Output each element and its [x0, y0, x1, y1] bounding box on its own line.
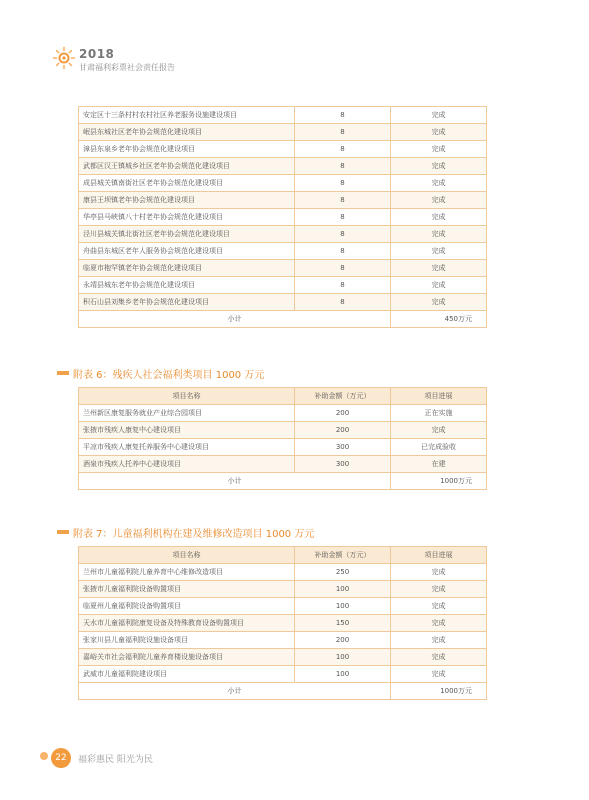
table-row [79, 277, 487, 294]
disability-projects-table [78, 387, 487, 490]
section-marker [57, 371, 69, 375]
subtotal-label: 小计 [79, 683, 391, 700]
table-header-row [79, 388, 487, 405]
project-name-cell: 泾川县城关镇北街社区老年协会规范化建设项目 [79, 226, 295, 243]
elderly-projects-table [78, 106, 487, 328]
table6-title: 附表 6：残疾人社会福利类项目 1000 万元 [73, 370, 265, 381]
progress-cell: 正在实施 [391, 405, 487, 422]
amount-cell: 8 [295, 158, 391, 175]
table-row [79, 158, 487, 175]
project-name-cell: 漳县东泉乡老年协会规范化建设项目 [79, 141, 295, 158]
progress-cell: 完成 [391, 649, 487, 666]
project-name-cell: 积石山县刘集乡老年协会规范化建设项目 [79, 294, 295, 311]
table-row [79, 615, 487, 632]
table-row [79, 226, 487, 243]
table-row [79, 564, 487, 581]
footer-decoration [40, 752, 48, 760]
table-row [79, 649, 487, 666]
page-number: 22 [51, 748, 71, 768]
project-name-cell: 临夏市枹罕镇老年协会规范化建设项目 [79, 260, 295, 277]
project-name-cell: 张掖市残疾人康复中心建设项目 [79, 422, 295, 439]
table-row [79, 405, 487, 422]
table-row [79, 192, 487, 209]
subtotal-value: 1000万元 [391, 473, 487, 490]
progress-cell: 在建 [391, 456, 487, 473]
project-name-cell: 酒泉市残疾人托养中心建设项目 [79, 456, 295, 473]
project-name-cell: 武都区汉王镇城乡社区老年协会规范化建设项目 [79, 158, 295, 175]
amount-cell: 8 [295, 209, 391, 226]
footer-slogan: 福彩惠民 阳光为民 [78, 755, 153, 765]
amount-cell: 100 [295, 598, 391, 615]
sun-logo-icon [52, 46, 76, 70]
progress-cell: 已完成验收 [391, 439, 487, 456]
subtotal-row [79, 683, 487, 700]
progress-cell: 完成 [391, 422, 487, 439]
project-name-cell: 舟曲县东城区老年人服务协会规范化建设项目 [79, 243, 295, 260]
table-row [79, 260, 487, 277]
amount-cell: 8 [295, 124, 391, 141]
project-name-cell: 成县城关镇南街社区老年协会规范化建设项目 [79, 175, 295, 192]
progress-cell: 完成 [391, 564, 487, 581]
project-name-cell: 华亭县马峡镇八十村老年协会规范化建设项目 [79, 209, 295, 226]
amount-cell: 200 [295, 405, 391, 422]
progress-cell: 完成 [391, 260, 487, 277]
table-row [79, 456, 487, 473]
header-amount: 补助金额（万元） [295, 547, 391, 564]
amount-cell: 8 [295, 141, 391, 158]
project-name-cell: 武威市儿童福利院建设项目 [79, 666, 295, 683]
amount-cell: 200 [295, 632, 391, 649]
amount-cell: 300 [295, 439, 391, 456]
subtotal-value: 450万元 [391, 311, 487, 328]
table-row [79, 124, 487, 141]
table-row [79, 632, 487, 649]
header-project-name: 项目名称 [79, 547, 295, 564]
progress-cell: 完成 [391, 158, 487, 175]
amount-cell: 8 [295, 192, 391, 209]
subtotal-label: 小计 [79, 311, 391, 328]
header-amount: 补助金额（万元） [295, 388, 391, 405]
section-marker [57, 530, 69, 534]
table-row [79, 209, 487, 226]
header-project-name: 项目名称 [79, 388, 295, 405]
report-year: 2018 [79, 47, 115, 61]
project-name-cell: 平凉市残疾人康复托养服务中心建设项目 [79, 439, 295, 456]
progress-cell: 完成 [391, 615, 487, 632]
amount-cell: 8 [295, 277, 391, 294]
report-title: 甘肃福利彩票社会责任报告 [79, 63, 175, 72]
amount-cell: 150 [295, 615, 391, 632]
progress-cell: 完成 [391, 598, 487, 615]
table-row [79, 141, 487, 158]
table7-title: 附表 7：儿童福利机构在建及维修改造项目 1000 万元 [73, 529, 315, 540]
project-name-cell: 康县王坝镇老年协会规范化建设项目 [79, 192, 295, 209]
project-name-cell: 临夏州儿童福利院设备购置项目 [79, 598, 295, 615]
progress-cell: 完成 [391, 175, 487, 192]
amount-cell: 8 [295, 107, 391, 124]
table-row [79, 294, 487, 311]
project-name-cell: 天水市儿童福利院康复设备及特殊教育设备购置项目 [79, 615, 295, 632]
progress-cell: 完成 [391, 192, 487, 209]
amount-cell: 8 [295, 260, 391, 277]
subtotal-label: 小计 [79, 473, 391, 490]
subtotal-value: 1000万元 [391, 683, 487, 700]
table-header-row [79, 547, 487, 564]
child-welfare-projects-table [78, 546, 487, 700]
progress-cell: 完成 [391, 226, 487, 243]
table-row [79, 666, 487, 683]
progress-cell: 完成 [391, 141, 487, 158]
progress-cell: 完成 [391, 107, 487, 124]
progress-cell: 完成 [391, 581, 487, 598]
table-row [79, 598, 487, 615]
subtotal-row [79, 311, 487, 328]
subtotal-row [79, 473, 487, 490]
project-name-cell: 张家川县儿童福利院设施设备项目 [79, 632, 295, 649]
amount-cell: 300 [295, 456, 391, 473]
amount-cell: 8 [295, 226, 391, 243]
amount-cell: 100 [295, 666, 391, 683]
header-progress: 项目进展 [391, 388, 487, 405]
table-row [79, 439, 487, 456]
project-name-cell: 兰州新区康复服务就业产业综合园项目 [79, 405, 295, 422]
project-name-cell: 岷县东城社区老年协会规范化建设项目 [79, 124, 295, 141]
progress-cell: 完成 [391, 277, 487, 294]
amount-cell: 200 [295, 422, 391, 439]
project-name-cell: 嘉峪关市社会福利院儿童养育楼设施设备项目 [79, 649, 295, 666]
project-name-cell: 张掖市儿童福利院设备购置项目 [79, 581, 295, 598]
table-row [79, 422, 487, 439]
table-row [79, 175, 487, 192]
amount-cell: 100 [295, 649, 391, 666]
amount-cell: 8 [295, 175, 391, 192]
table-row [79, 243, 487, 260]
progress-cell: 完成 [391, 666, 487, 683]
project-name-cell: 安定区十三条村村农村社区养老服务设施建设项目 [79, 107, 295, 124]
project-name-cell: 永靖县城东老年协会规范化建设项目 [79, 277, 295, 294]
amount-cell: 100 [295, 581, 391, 598]
progress-cell: 完成 [391, 294, 487, 311]
progress-cell: 完成 [391, 243, 487, 260]
project-name-cell: 兰州市儿童福利院儿童养育中心维修改造项目 [79, 564, 295, 581]
progress-cell: 完成 [391, 632, 487, 649]
table-row [79, 581, 487, 598]
table-row [79, 107, 487, 124]
amount-cell: 8 [295, 294, 391, 311]
amount-cell: 8 [295, 243, 391, 260]
amount-cell: 250 [295, 564, 391, 581]
progress-cell: 完成 [391, 209, 487, 226]
progress-cell: 完成 [391, 124, 487, 141]
header-progress: 项目进展 [391, 547, 487, 564]
